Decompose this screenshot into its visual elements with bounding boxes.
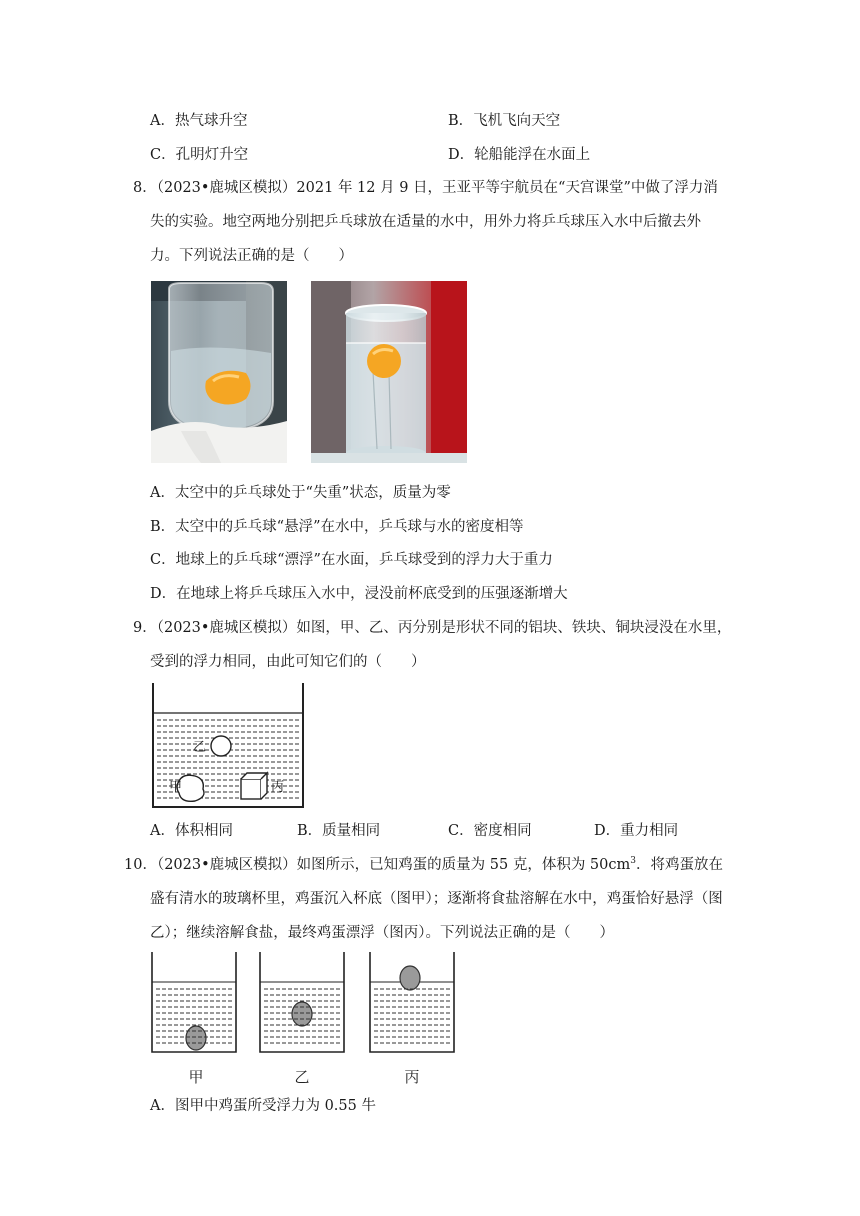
q8-option-b: B．太空中的乒乓球“悬浮”在水中，乒乓球与水的密度相等 <box>150 519 524 535</box>
q7-option-d: D．轮船能浮在水面上 <box>448 147 591 163</box>
q10-stem-line3: 乙）；继续溶解食盐，最终鸡蛋漂浮（图丙）。下列说法正确的是（ ） <box>150 925 614 941</box>
q9-label-yi: 乙 <box>193 740 207 755</box>
q8-stem-line1: 8．（2023•鹿城区模拟）2021 年 12 月 9 日，王亚平等宇航员在“天宫课堂”中做了浮力消 <box>133 180 718 196</box>
q10-stem-line1: 10．（2023•鹿城区模拟）如图所示，已知鸡蛋的质量为 55 克，体积为 $50cm^3$．将鸡蛋放在 <box>124 856 723 873</box>
earth-pingpong-photo <box>311 281 467 463</box>
q9-figure <box>151 683 307 809</box>
q10-option-a: A．图甲中鸡蛋所受浮力为 0.55 牛 <box>150 1098 376 1114</box>
q10-label-yi: 乙 <box>294 1068 310 1086</box>
q9-option-a: A．体积相同 <box>150 823 233 839</box>
q9-option-c: C．密度相同 <box>448 823 532 839</box>
q8-option-c: C．地球上的乒乓球“漂浮”在水面，乒乓球受到的浮力大于重力 <box>150 552 553 568</box>
q8-option-d: D．在地球上将乒乓球压入水中，浸没前杯底受到的压强逐渐增大 <box>150 586 568 602</box>
space-pingpong-photo <box>151 281 287 463</box>
q7-option-b: B．飞机飞向天空 <box>448 113 561 129</box>
q7-option-a: A．热气球升空 <box>150 113 248 129</box>
q8-stem-line3: 力。下列说法正确的是（ ） <box>150 248 353 264</box>
q9-option-d: D．重力相同 <box>594 823 679 839</box>
q10-figure <box>150 950 460 1090</box>
q9-stem-line1: 9．（2023•鹿城区模拟）如图，甲、乙、丙分别是形状不同的铝块、铁块、铜块浸没在水里， <box>133 620 732 636</box>
q9-stem-line2: 受到的浮力相同，由此可知它们的（ ） <box>150 654 426 670</box>
q10-label-bing: 丙 <box>404 1068 420 1086</box>
q9-label-jia: 甲 <box>169 780 183 795</box>
q8-option-a: A．太空中的乒乓球处于“失重”状态，质量为零 <box>150 485 451 501</box>
q9-option-b: B．质量相同 <box>297 823 381 839</box>
q7-option-c: C．孔明灯升空 <box>150 147 249 163</box>
q9-label-bing: 丙 <box>271 780 285 795</box>
q10-label-jia: 甲 <box>188 1068 204 1086</box>
q10-stem-line2: 盛有清水的玻璃杯里，鸡蛋沉入杯底（图甲）；逐渐将食盐溶解在水中，鸡蛋恰好悬浮（图 <box>150 891 723 907</box>
q8-stem-line2: 失的实验。地空两地分别把乒乓球放在适量的水中，用外力将乒乓球压入水中后撤去外 <box>150 214 701 230</box>
